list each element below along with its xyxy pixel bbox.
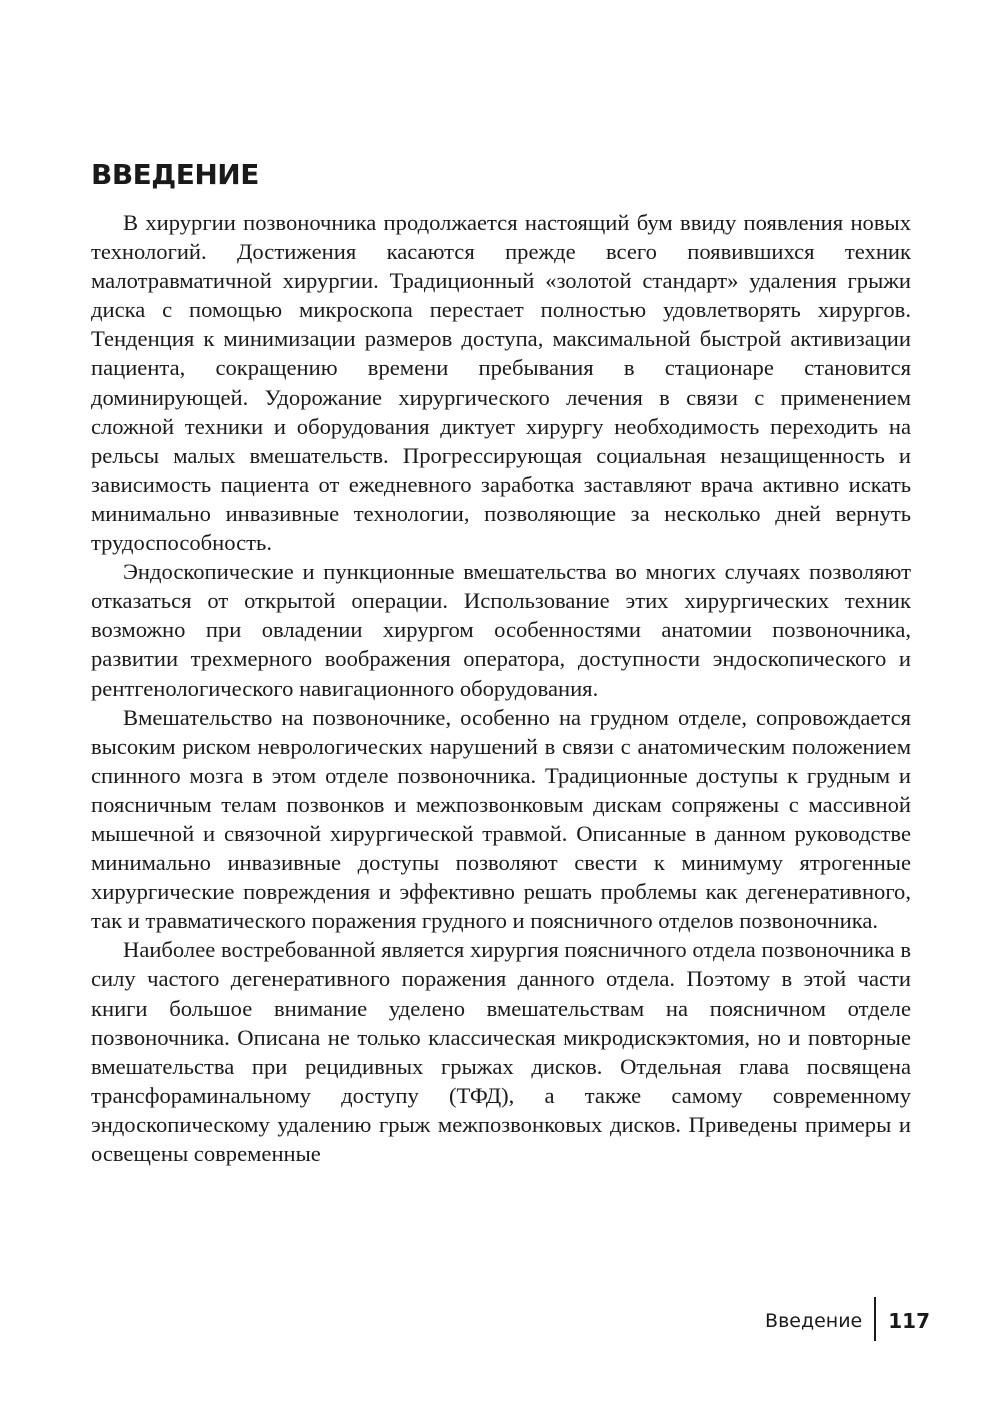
body-text [91, 208, 911, 1168]
paragraph: В хирургии позвоночника продолжается настоящий бум ввиду появления новых технологий. Достижения касаются прежде всего появившихся техник малотравматичной хирургии. Традиционный «золотой стандарт» удаления грыжи диска с помощью микроскопа перестает полностью удовлетворять хирургов. Тенденция к минимизации размеров доступа, максимальной быстрой активизации пациента, сокращению времени пребывания в стационаре становится доминирующей. Удорожание хирургического лечения в связи с применением сложной техники и оборудования диктует хирургу необходимость переходить на рельсы малых вмешательств. Прогрессирующая социальная незащищенность и зависимость пациента от ежедневного заработка заставляют врача активно искать минимально инвазивные технологии, позволяющие за несколько дней вернуть трудоспособность. [91, 210, 911, 556]
page-number: 117 [888, 1309, 930, 1333]
chapter-heading: ВВЕДЕНИЕ [91, 158, 259, 191]
footer-divider [874, 1297, 876, 1341]
paragraph: Вмешательство на позвоночнике, особенно на грудном отделе, сопровождается высоким риском неврологических нарушений в связи с анатомическим положением спинного мозга в этом отделе позвоночника. Традиционные доступы к грудным и поясничным телам позвонков и межпозвонковым дискам сопряжены с массивной мышечной и связочной хирургической травмой. Описанные в данном руководстве минимально инвазивные доступы позволяют свести к минимуму ятрогенные хирургические повреждения и эффективно решать проблемы как дегенеративного, так и травматического поражения грудного и поясничного отделов позвоночника. [91, 704, 911, 934]
running-head: Введение [765, 1310, 863, 1332]
paragraph: Эндоскопические и пункционные вмешательства во многих случаях позволяют отказаться от открытой операции. Использование этих хирургических техник возможно при овладении хирургом особенностями анатомии позвоночника, развитии трехмерного воображения оператора, доступности эндоскопического и рентгенологического навигационного оборудования. [91, 559, 911, 701]
page-footer [765, 1297, 930, 1341]
paragraph: Наиболее востребованной является хирургия поясничного отдела позвоночника в силу частого дегенеративного поражения данного отдела. Поэтому в этой части книги большое внимание уделено вмешательствам на поясничном отделе позвоночника. Описана не только классическая микродискэктомия, но и повторные вмешательства при рецидивных грыжах дисков. Отдельная глава посвящена трансфораминальному доступу (ТФД), а также самому современному эндоскопическому удалению грыж межпозвонковых дисков. Приведены примеры и освещены современные [91, 937, 911, 1166]
